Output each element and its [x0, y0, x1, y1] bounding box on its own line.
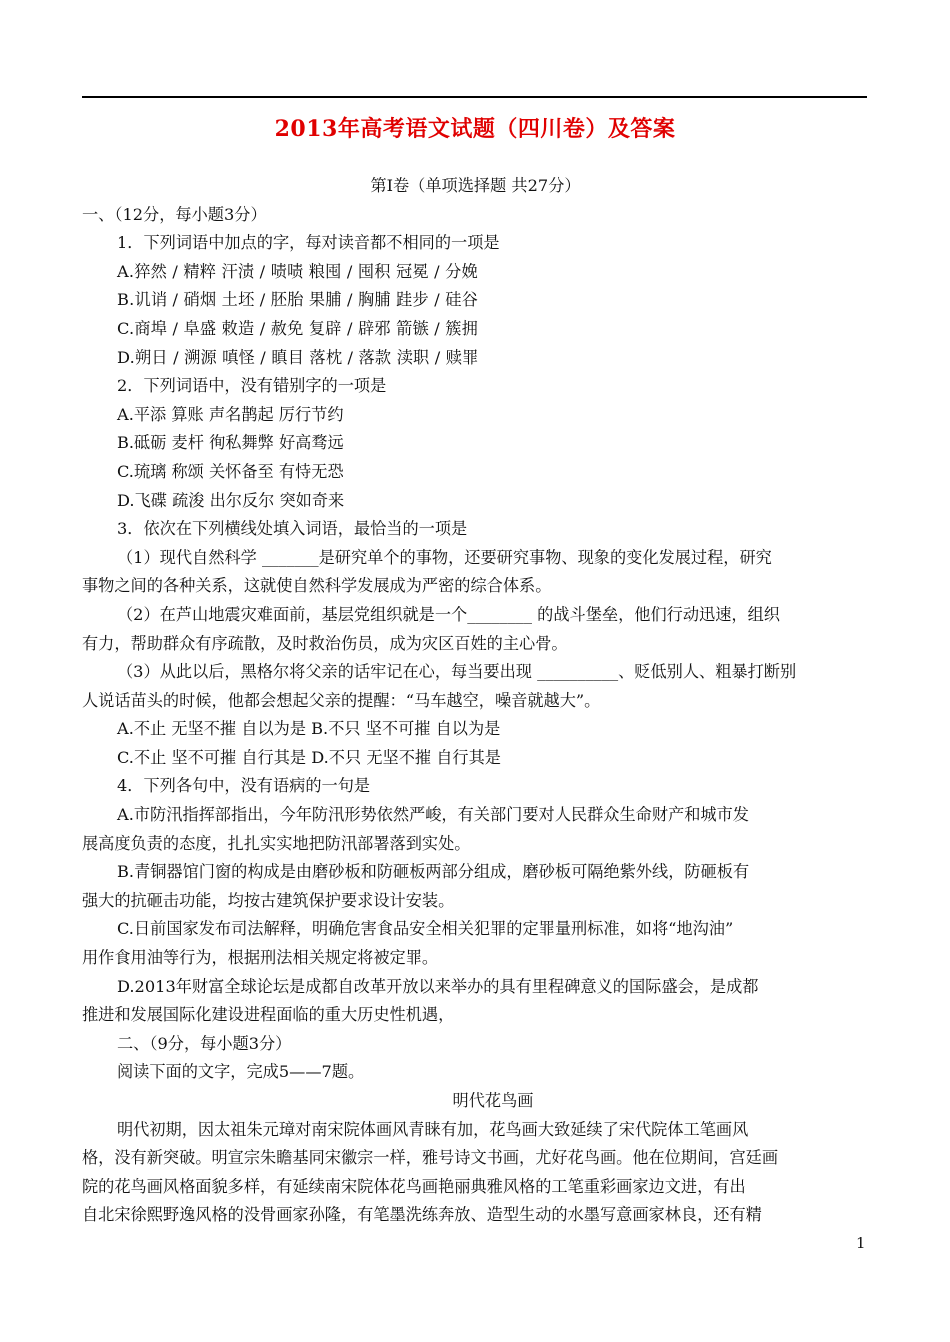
q3-sentence-3: （3）从此以后，黑格尔将父亲的话牢记在心，每当要出现 __________、贬低别人、粗暴打断别 人说话苗头的时候，他都会想起父亲的提醒：“马车越空，噪音就越大”。 — [82, 662, 797, 710]
q4-option-c: C.日前国家发布司法解释，明确危害食品安全相关犯罪的定罪量刑标准，如将“地沟油” 用作食用油等行为，根据刑法相关规定将被定罪。 — [82, 919, 734, 968]
q2-option-c: C.琉璃 称颂 关怀备至 有恃无恐 — [117, 461, 344, 481]
q4-stem: 4．下列各句中，没有语病的一句是 — [117, 776, 371, 796]
q4-option-b: B.青铜器馆门窗的构成是由磨砂板和防砸板两部分组成，磨砂板可隔绝紫外线，防砸板有 强大的抗砸击功能，均按古建筑保护要求设计安装。 — [82, 862, 750, 910]
q1-stem: 1．下列词语中加点的字，每对读音都不相同的一项是 — [117, 233, 500, 253]
q1-option-c: C.商埠 / 阜盛 敕造 / 赦免 复辟 / 辟邪 箭镞 / 簇拥 — [117, 318, 478, 338]
q3-stem: 3．依次在下列横线处填入词语，最恰当的一项是 — [117, 519, 468, 539]
q2-option-d: D.飞碟 疏浚 出尔反尔 突如奇来 — [117, 490, 345, 510]
q1-option-d: D.朔日 / 溯源 嗔怪 / 瞋目 落枕 / 落款 渎职 / 赎罪 — [117, 347, 479, 367]
q1-option-a: A.猝然 / 精粹 汗渍 / 啧啧 粮囤 / 囤积 冠冕 / 分娩 — [117, 261, 478, 281]
q1-option-b: B.讥诮 / 硝烟 土坯 / 胚胎 果脯 / 胸脯 跬步 / 硅谷 — [117, 290, 479, 310]
document-body — [82, 172, 869, 1230]
article-title: 明代花鸟画 — [452, 1091, 534, 1110]
q3-options-cd: C.不止 坚不可摧 自行其是 D.不只 无坚不摧 自行其是 — [117, 747, 501, 767]
q2-stem: 2．下列词语中，没有错别字的一项是 — [117, 376, 387, 396]
q3-sentence-2: （2）在芦山地震灾难面前，基层党组织就是一个________ 的战斗堡垒，他们行动迅速，组织 有力，帮助群众有序疏散，及时救治伤员，成为灾区百姓的主心骨。 — [82, 604, 780, 653]
part2-header: 二、（9分，每小题3分） — [117, 1033, 292, 1053]
part1-header: 一、（12分，每小题3分） — [82, 204, 267, 224]
q3-options-ab: A.不止 无坚不摧 自以为是 B.不只 坚不可摧 自以为是 — [117, 719, 501, 739]
reading-instruction: 阅读下面的文字，完成5——7题。 — [117, 1062, 365, 1082]
q4-option-d: D.2013年财富全球论坛是成都自改革开放以来举办的具有里程碑意义的国际盛会，是成都 推进和发展国际化建设进程面临的重大历史性机遇， — [82, 976, 759, 1025]
q2-option-b: B.砥砺 麦杆 徇私舞弊 好高骛远 — [117, 433, 344, 453]
q2-option-a: A.平添 算账 声名鹊起 厉行节约 — [117, 404, 344, 424]
section-header: 第Ⅰ卷（单项选择题 共27分） — [370, 176, 581, 195]
page-number: 1 — [856, 1234, 866, 1252]
q3-sentence-1: （1）现代自然科学 _______是研究单个的事物，还要研究事物、现象的变化发展过程，研究 事物之间的各种关系，这就使自然科学发展成为严密的综合体系。 — [82, 547, 772, 596]
article-paragraph: 明代初期，因太祖朱元璋对南宋院体画风青睐有加，花鸟画大致延续了宋代院体工笔画风 格，没有新突破。明宣宗朱瞻基同宋徽宗一样，雅号诗文书画，尤好花鸟画。他在位期间，宫廷画 院的花鸟画风格面貌多样，有延续南宋院体花鸟画艳丽典雅风格的工笔重彩画家边文进，有出 自北宋徐熙野逸风格的没骨画家孙隆，有笔墨洗练奔放、造型生动的水墨写意画家林良，还有精 — [82, 1119, 779, 1225]
header-rule — [82, 96, 867, 98]
page-title: 2013年高考语文试题（四川卷）及答案 — [274, 116, 676, 142]
q4-option-a: A.市防汛指挥部指出，今年防汛形势依然严峻，有关部门要对人民群众生命财产和城市发 展高度负责的态度，扎扎实实地把防汛部署落到实处。 — [82, 805, 749, 853]
